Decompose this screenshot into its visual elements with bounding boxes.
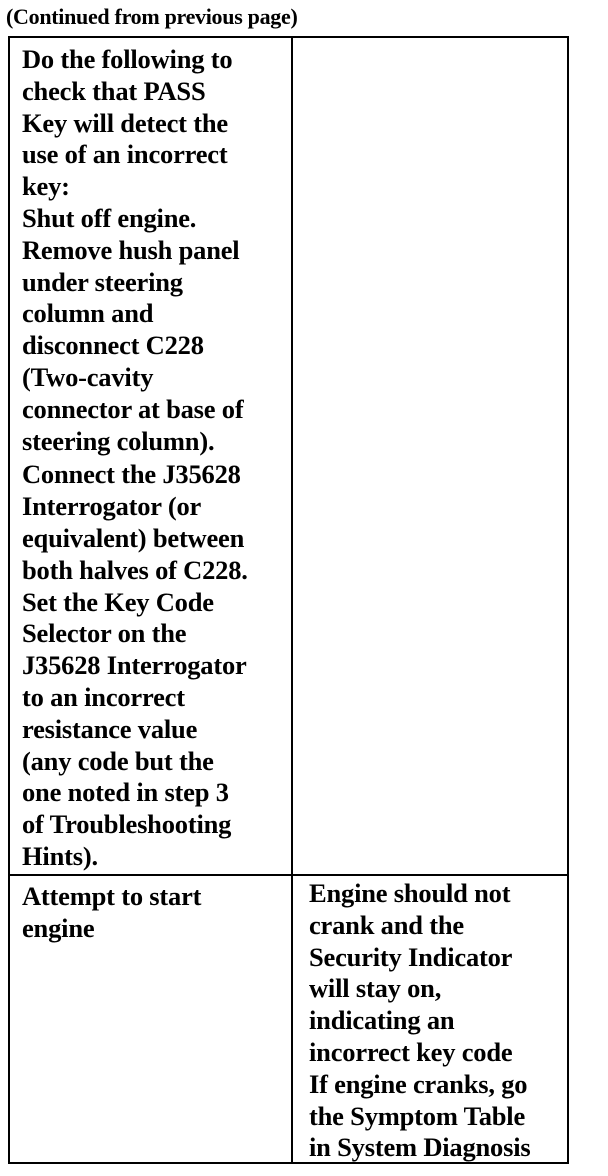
action-line: Remove hush panel [22, 234, 240, 265]
action-line: both halves of C228. [22, 554, 248, 585]
action-line: equivalent) between [22, 522, 245, 553]
result-line: will stay on, [309, 973, 442, 1004]
action-line: disconnect C228 [22, 330, 204, 361]
action-line: key: [22, 171, 70, 202]
action-line: Set the Key Code [22, 586, 214, 617]
result-line: indicating an [309, 1005, 455, 1036]
action-line: Key will detect the [22, 107, 228, 138]
row2-result-cell [309, 878, 531, 1164]
result-line: the Symptom Table [309, 1100, 526, 1131]
action-line: Hints). [22, 840, 98, 871]
action-line: J35628 Interrogator [22, 650, 247, 681]
result-line: If engine cranks, go [309, 1068, 528, 1099]
action-line: Interrogator (or [22, 491, 202, 522]
action-line: of Troubleshooting [22, 809, 232, 840]
result-line: Engine should not [309, 878, 511, 908]
result-line: in System Diagnosis [309, 1132, 531, 1163]
action-line: one noted in step 3 [22, 777, 229, 808]
continued-header: (Continued from previous page) [6, 4, 298, 29]
action-line: check that PASS [22, 75, 206, 106]
action-line: under steering [22, 266, 183, 297]
action-line: Shut off engine. [22, 202, 197, 233]
action-line: use of an incorrect [22, 139, 228, 170]
action-line: (any code but the [22, 745, 214, 776]
row1-action-cell [22, 44, 248, 873]
result-line: incorrect key code [309, 1036, 513, 1067]
action-line: Selector on the [22, 618, 187, 649]
column-divider [291, 36, 293, 1164]
action-line: steering column). [22, 425, 215, 456]
action-line: column and [22, 298, 154, 329]
result-line: Security Indicator [309, 941, 513, 972]
row-divider [8, 874, 569, 876]
action-line: engine [22, 912, 95, 943]
action-line: resistance value [22, 713, 198, 744]
action-line: (Two-cavity [22, 361, 154, 392]
row2-action-cell [22, 881, 201, 945]
action-line: Connect the J35628 [22, 459, 241, 490]
action-line: to an incorrect [22, 681, 185, 712]
result-line: crank and the [309, 909, 464, 940]
action-line: connector at base of [22, 393, 244, 424]
action-line: Attempt to start [22, 881, 202, 911]
action-line: Do the following to [22, 44, 233, 74]
